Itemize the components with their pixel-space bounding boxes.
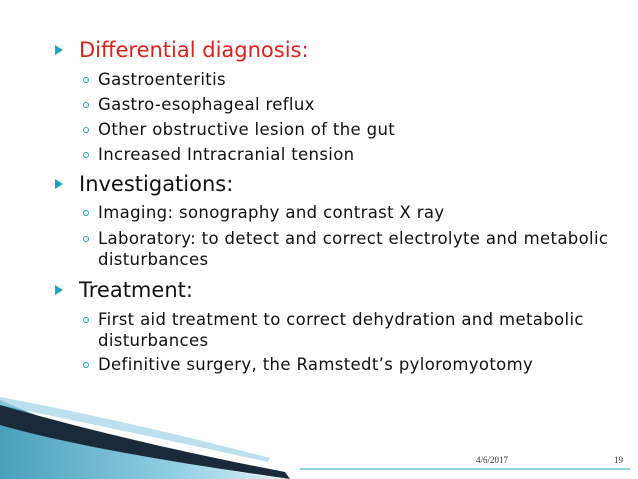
list-item-text: Laboratory: to detect and correct electrolyte and metabolic disturbances	[98, 229, 609, 269]
list-item-text: Gastroenteritis	[98, 70, 226, 89]
heading-text: Differential diagnosis:	[79, 38, 309, 62]
heading-text: Investigations:	[79, 172, 234, 196]
list-item-text: First aid treatment to correct dehydration and metabolic disturbances	[98, 310, 584, 350]
footer-page-number: 19	[614, 455, 623, 465]
list-item-text: Increased Intracranial tension	[98, 145, 355, 164]
footer-date: 4/6/2017	[476, 455, 509, 465]
list-item-text: Gastro-esophageal reflux	[98, 95, 315, 114]
list-item-text: Definitive surgery, the Ramstedt’s pyloromyotomy	[98, 355, 534, 374]
list-item-text: Other obstructive lesion of the gut	[98, 120, 396, 139]
heading-text: Treatment:	[79, 278, 193, 302]
list-item-text: Imaging: sonography and contrast X ray	[98, 203, 445, 222]
